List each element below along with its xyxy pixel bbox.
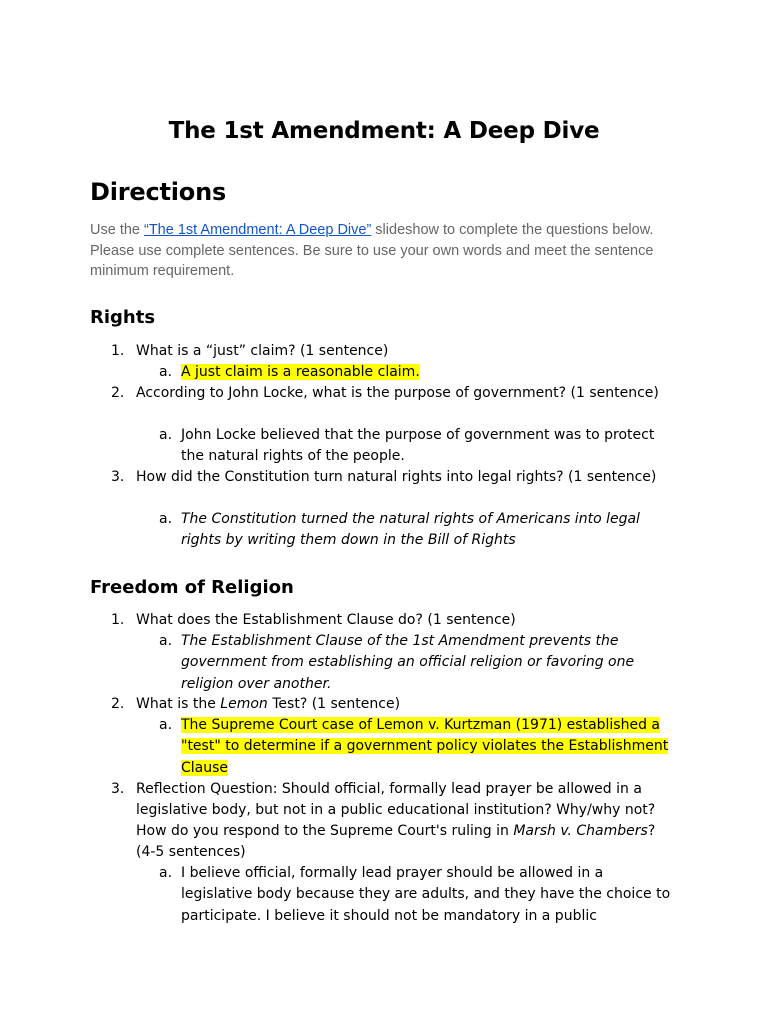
document-title: The 1st Amendment: A Deep Dive <box>168 118 600 144</box>
answer-text: John Locke believed that the purpose of government was to protect the natural rights of the people. <box>181 427 655 465</box>
answer-letter: a. <box>159 427 173 443</box>
answer-letter: a. <box>159 364 173 380</box>
question-text-italic: Marsh v. Chambers <box>513 823 648 839</box>
rights-answer-2 <box>159 425 676 468</box>
slideshow-link[interactable]: “The 1st Amendment: A Deep Dive” <box>144 222 372 238</box>
religion-answer-3 <box>159 863 676 927</box>
religion-question-2 <box>111 694 676 715</box>
rights-heading: Rights <box>90 307 156 328</box>
answer-text: A just claim is a reasonable claim. <box>181 364 420 380</box>
answer-text: The Constitution turned the natural rights of Americans into legal rights by writing them down in the Bill of Rights <box>181 511 640 549</box>
religion-heading: Freedom of Religion <box>90 577 294 598</box>
question-text: What is a “just” claim? (1 sentence) <box>136 343 389 359</box>
question-text-before: Reflection Question: Should official, formally lead prayer be allowed in a legislative body, but not in a public educational institution? Why/why not? How do you respond to the Supreme Court's ruling in <box>136 781 656 839</box>
question-number: 2. <box>111 385 125 401</box>
question-number: 1. <box>111 612 125 628</box>
answer-text: The Supreme Court case of Lemon v. Kurtzman (1971) established a "test" to determine if a government policy violates the Establishment Clause <box>181 717 669 776</box>
question-text: According to John Locke, what is the purpose of government? (1 sentence) <box>136 385 659 401</box>
directions-heading: Directions <box>90 178 227 206</box>
answer-letter: a. <box>159 511 173 527</box>
question-text-before: What is the <box>136 696 221 712</box>
religion-answer-2 <box>159 715 676 779</box>
answer-text: I believe official, formally lead prayer should be allowed in a legislative body because they are adults, and they have the choice to participate. I believe it should not be mandatory in a public <box>181 865 671 924</box>
directions-text-before: Use the <box>90 222 144 238</box>
answer-letter: a. <box>159 717 173 733</box>
rights-question-3 <box>111 467 676 488</box>
religion-question-1 <box>111 610 676 631</box>
answer-text: The Establishment Clause of the 1st Amendment prevents the government from establishing an official religion or favoring one religion over another. <box>181 633 635 692</box>
answer-letter: a. <box>159 633 173 649</box>
question-text-after: Test? (1 sentence) <box>267 696 401 712</box>
religion-answer-1 <box>159 631 676 695</box>
question-number: 2. <box>111 696 125 712</box>
directions-text <box>90 220 690 282</box>
question-text-after: ? (4-5 sentences) <box>136 823 656 860</box>
question-number: 1. <box>111 343 125 359</box>
answer-letter: a. <box>159 865 173 881</box>
directions-text-after: slideshow to complete the questions below. Please use complete sentences. Be sure to use your own words and meet the sentence minimum requirement. <box>90 222 654 279</box>
question-text: How did the Constitution turn natural rights into legal rights? (1 sentence) <box>136 469 657 485</box>
question-number: 3. <box>111 781 125 797</box>
rights-question-2 <box>111 383 676 404</box>
rights-answer-3 <box>159 509 676 552</box>
question-number: 3. <box>111 469 125 485</box>
rights-question-1 <box>111 341 676 362</box>
question-text-italic: Lemon <box>220 696 268 712</box>
question-text: What does the Establishment Clause do? (1 sentence) <box>136 612 516 628</box>
religion-question-3 <box>111 779 676 863</box>
rights-answer-1 <box>159 362 676 383</box>
